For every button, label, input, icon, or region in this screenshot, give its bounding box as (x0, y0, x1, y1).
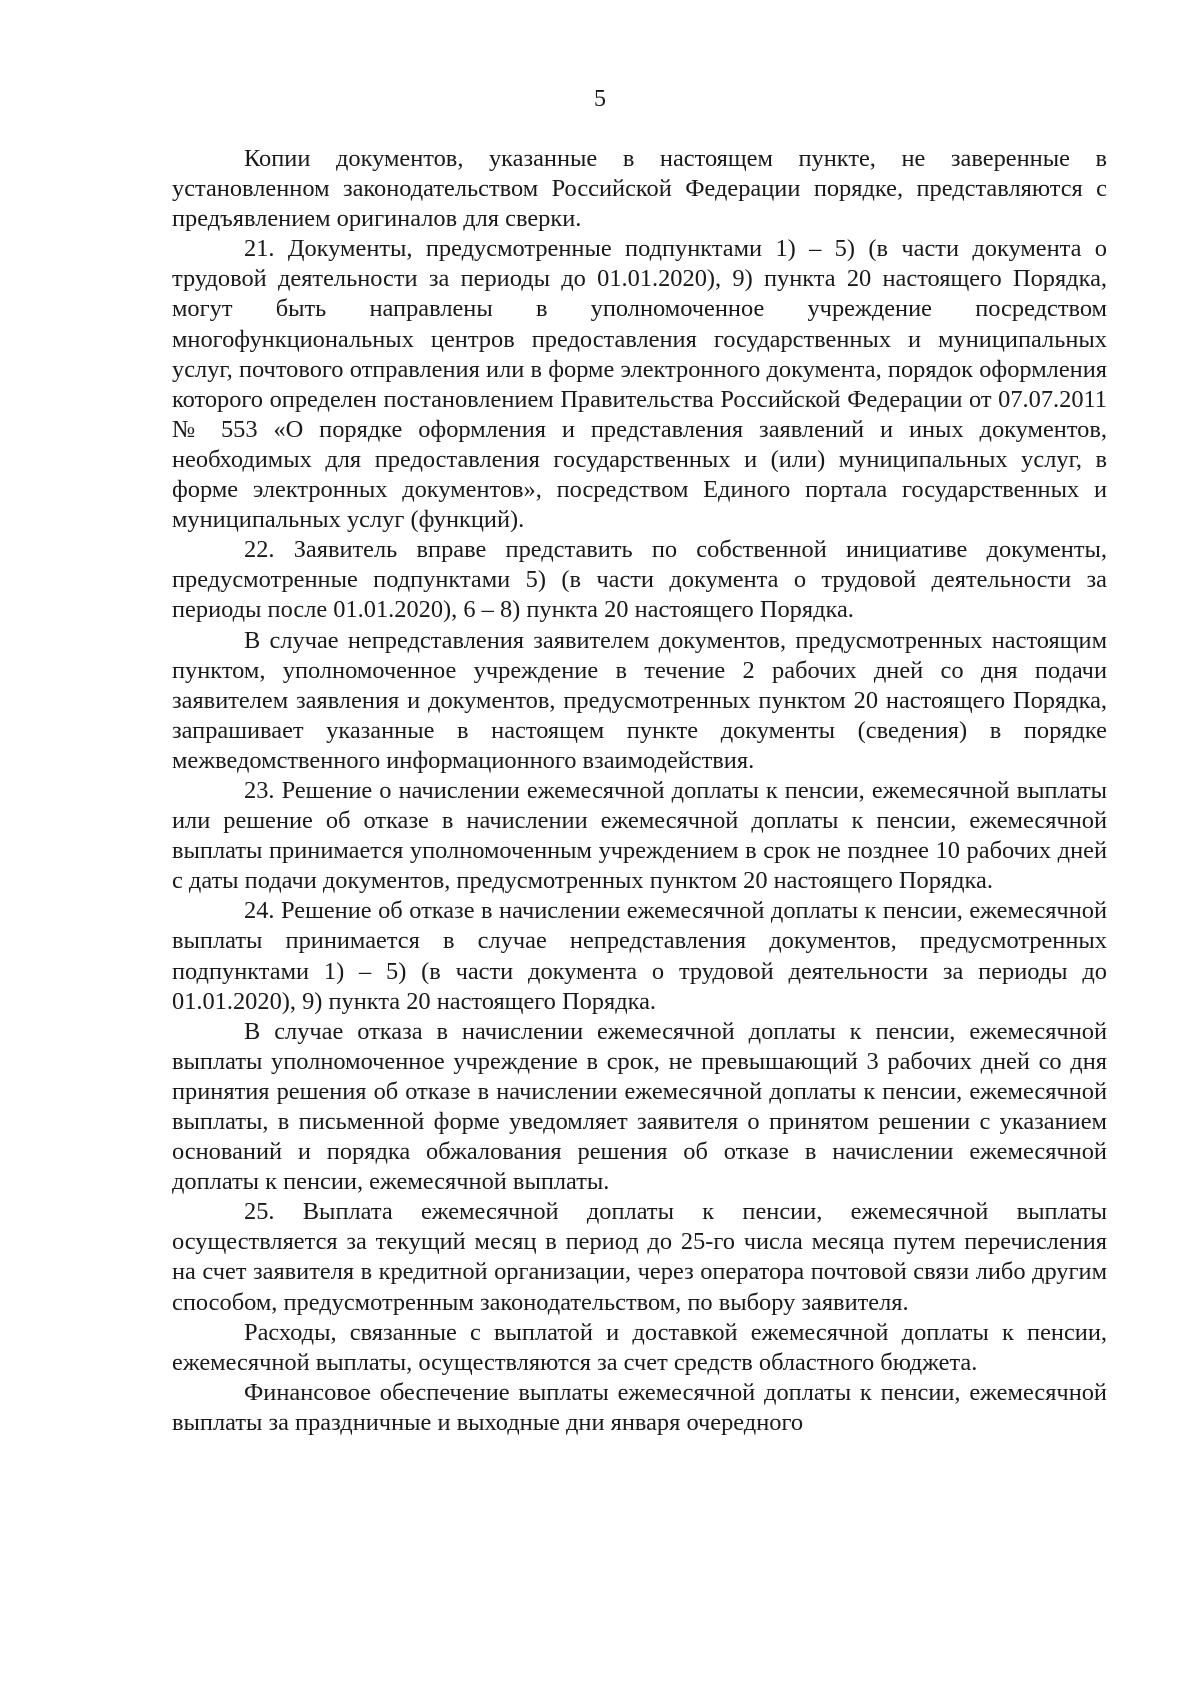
page-number: 5 (594, 86, 606, 112)
paragraph-clause-25-financing: Финансовое обеспечение выплаты ежемесячной доплаты к пенсии, ежемесячной выплаты за праздничные и выходные дни января очередного (172, 1378, 1107, 1436)
paragraph-clause-21: 21. Документы, предусмотренные подпунктами 1) – 5) (в части документа о трудовой деятельности за периоды до 01.01.2020), 9) пункта 20 настоящего Порядка, могут быть направлены в уполномоченное учреждение посредством многофункциональных центров предоставления государственных и муниципальных услуг, почтового отправления или в форме электронного документа, порядок оформления которого определен постановлением Правительства Российской Федерации от 07.07.2011 № 553 «О порядке оформления и представления заявлений и иных документов, необходимых для предоставления государственных и (или) муниципальных услуг, в форме электронных документов», посредством Единого портала государственных и муниципальных услуг (функций). (172, 235, 1107, 534)
paragraph-clause-24: 24. Решение об отказе в начислении ежемесячной доплаты к пенсии, ежемесячной выплаты принимается в случае непредставления документов, предусмотренных подпунктами 1) – 5) (в части документа о трудовой деятельности за периоды до 01.01.2020), 9) пункта 20 настоящего Порядка. (172, 897, 1107, 1015)
paragraph-clause-25-expenses: Расходы, связанные с выплатой и доставкой ежемесячной доплаты к пенсии, ежемесячной выплаты, осуществляются за счет средств областного бюджета. (172, 1318, 1107, 1376)
paragraph-clause-22: 22. Заявитель вправе представить по собственной инициативе документы, предусмотренные подпунктами 5) (в части документа о трудовой деятельности за периоды после 01.01.2020), 6 – 8) пункта 20 настоящего Порядка. (172, 536, 1107, 624)
paragraph-clause-24-refusal-notice: В случае отказа в начислении ежемесячной доплаты к пенсии, ежемесячной выплаты уполномоченное учреждение в срок, не превышающий 3 рабочих дней со дня принятия решения об отказе в начислении ежемесячной доплаты к пенсии, ежемесячной выплаты, в письменной форме уведомляет заявителя о принятом решении с указанием оснований и порядка обжалования решения об отказе в начислении ежемесячной доплаты к пенсии, ежемесячной выплаты. (172, 1017, 1107, 1196)
paragraph-clause-25: 25. Выплата ежемесячной доплаты к пенсии, ежемесячной выплаты осуществляется за текущий месяц в период до 25-го числа месяца путем перечисления на счет заявителя в кредитной организации, через оператора почтовой связи либо другим способом, предусмотренным законодательством, по выбору заявителя. (172, 1198, 1107, 1316)
document-body (172, 144, 1107, 1438)
paragraph-clause-22-nonsubmission: В случае непредставления заявителем документов, предусмотренных настоящим пунктом, уполномоченное учреждение в течение 2 рабочих дней со дня подачи заявителем заявления и документов, предусмотренных пунктом 20 настоящего Порядка, запрашивает указанные в настоящем пункте документы (сведения) в порядке межведомственного информационного взаимодействия. (172, 626, 1107, 774)
paragraph-copies-note: Копии документов, указанные в настоящем пункте, не заверенные в установленном законодательством Российской Федерации порядке, представляются с предъявлением оригиналов для сверки. (172, 145, 1107, 233)
paragraph-clause-23: 23. Решение о начислении ежемесячной доплаты к пенсии, ежемесячной выплаты или решение об отказе в начислении ежемесячной доплаты к пенсии, ежемесячной выплаты принимается уполномоченным учреждением в срок не позднее 10 рабочих дней с даты подачи документов, предусмотренных пунктом 20 настоящего Порядка. (172, 776, 1107, 895)
